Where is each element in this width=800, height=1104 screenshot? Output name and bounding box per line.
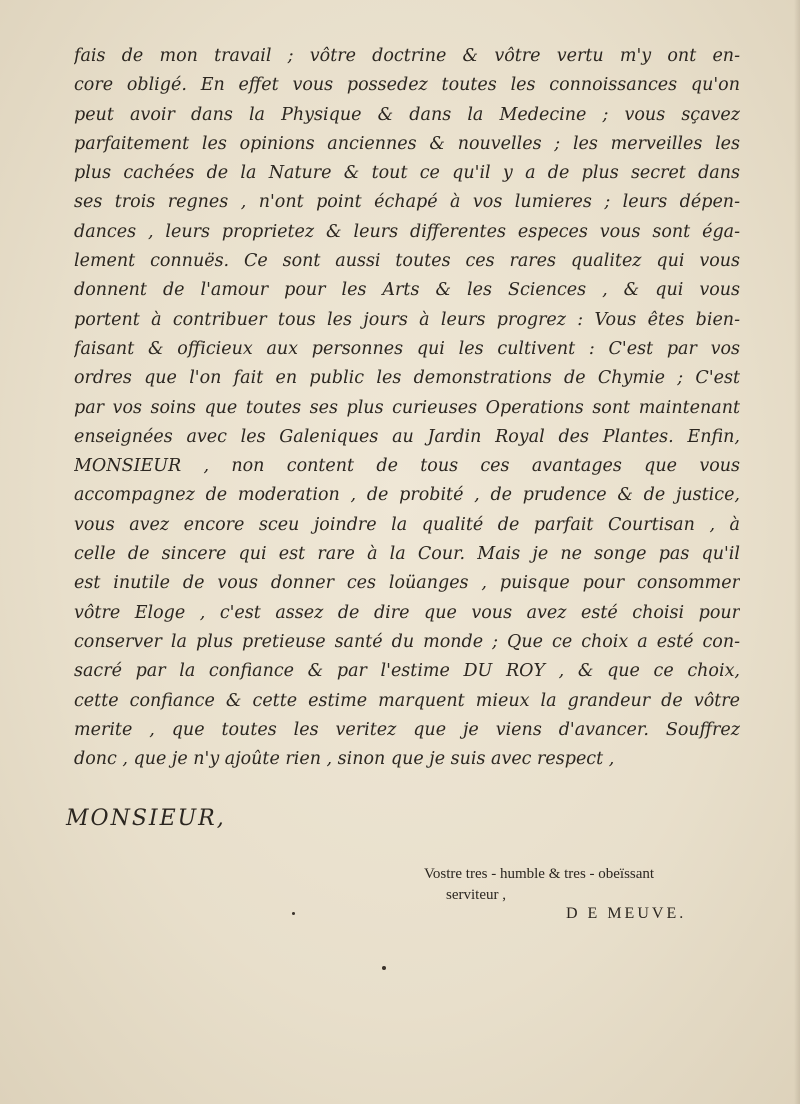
text-line: celle de sincere qui est rare à la Cour. Mais je ne songe pas qu'il <box>74 544 740 565</box>
signature: D E MEUVE. <box>566 905 687 922</box>
text-line: sacré par la confiance & par l'estime DU ROY , & que ce choix, <box>74 661 740 682</box>
text-line: vous avez encore sceu joindre la qualité de parfait Courtisan , à <box>74 514 740 535</box>
salutation: MONSIEUR, <box>66 806 226 831</box>
text-line: par vos soins que toutes ses plus curieuses Operations sont maintenant <box>74 397 740 418</box>
text-line: dances , leurs proprietez & leurs differentes especes vous sont éga- <box>74 221 740 242</box>
text-line: donc , que je n'y ajoûte rien , sinon que je suis avec respect , <box>74 749 615 770</box>
text-line: vôtre Eloge , c'est assez de dire que vous avez esté choisi pour <box>74 602 740 623</box>
page-edge-shadow <box>794 0 800 1104</box>
ink-dot <box>382 966 386 970</box>
text-line: enseignées avec les Galeniques au Jardin Royal des Plantes. Enfin, <box>74 426 740 447</box>
closing-line: serviteur , <box>446 887 506 903</box>
text-line: MONSIEUR , non content de tous ces avantages que vous <box>74 456 740 477</box>
text-line: ses trois regnes , n'ont point échapé à vos lumieres ; leurs dépen- <box>74 192 740 213</box>
text-line: accompagnez de moderation , de probité , de prudence & de justice, <box>74 485 740 506</box>
text-line: merite , que toutes les veritez que je viens d'avancer. Souffrez <box>74 719 740 740</box>
letter-body <box>74 42 740 774</box>
text-line: cette confiance & cette estime marquent mieux la grandeur de vôtre <box>74 690 740 711</box>
text-line: donnent de l'amour pour les Arts & les Sciences , & qui vous <box>74 280 740 301</box>
text-line: lement connuës. Ce sont aussi toutes ces rares qualitez qui vous <box>74 251 740 272</box>
text-line: fais de mon travail ; vôtre doctrine & vôtre vertu m'y ont en- <box>74 46 740 66</box>
text-line: plus cachées de la Nature & tout ce qu'il y a de plus secret dans <box>74 163 740 184</box>
text-line: est inutile de vous donner ces loüanges , puisque pour consommer <box>74 573 740 594</box>
text-line: portent à contribuer tous les jours à leurs progrez : Vous êtes bien- <box>74 309 740 330</box>
text-line: peut avoir dans la Physique & dans la Medecine ; vous sçavez <box>74 104 740 125</box>
text-line: core obligé. En effet vous possedez toutes les connoissances qu'on <box>74 75 740 96</box>
text-line: parfaitement les opinions anciennes & nouvelles ; les merveilles les <box>74 133 740 154</box>
closing-formula <box>424 864 654 906</box>
text-line: ordres que l'on fait en public les demonstrations de Chymie ; C'est <box>74 368 740 389</box>
ink-dot <box>292 912 295 915</box>
text-line: faisant & officieux aux personnes qui les cultivent : C'est par vos <box>74 338 740 359</box>
closing-line: Vostre tres - humble & tres - obeïssant <box>424 866 655 882</box>
text-line: conserver la plus pretieuse santé du monde ; Que ce choix a esté con- <box>74 631 740 652</box>
